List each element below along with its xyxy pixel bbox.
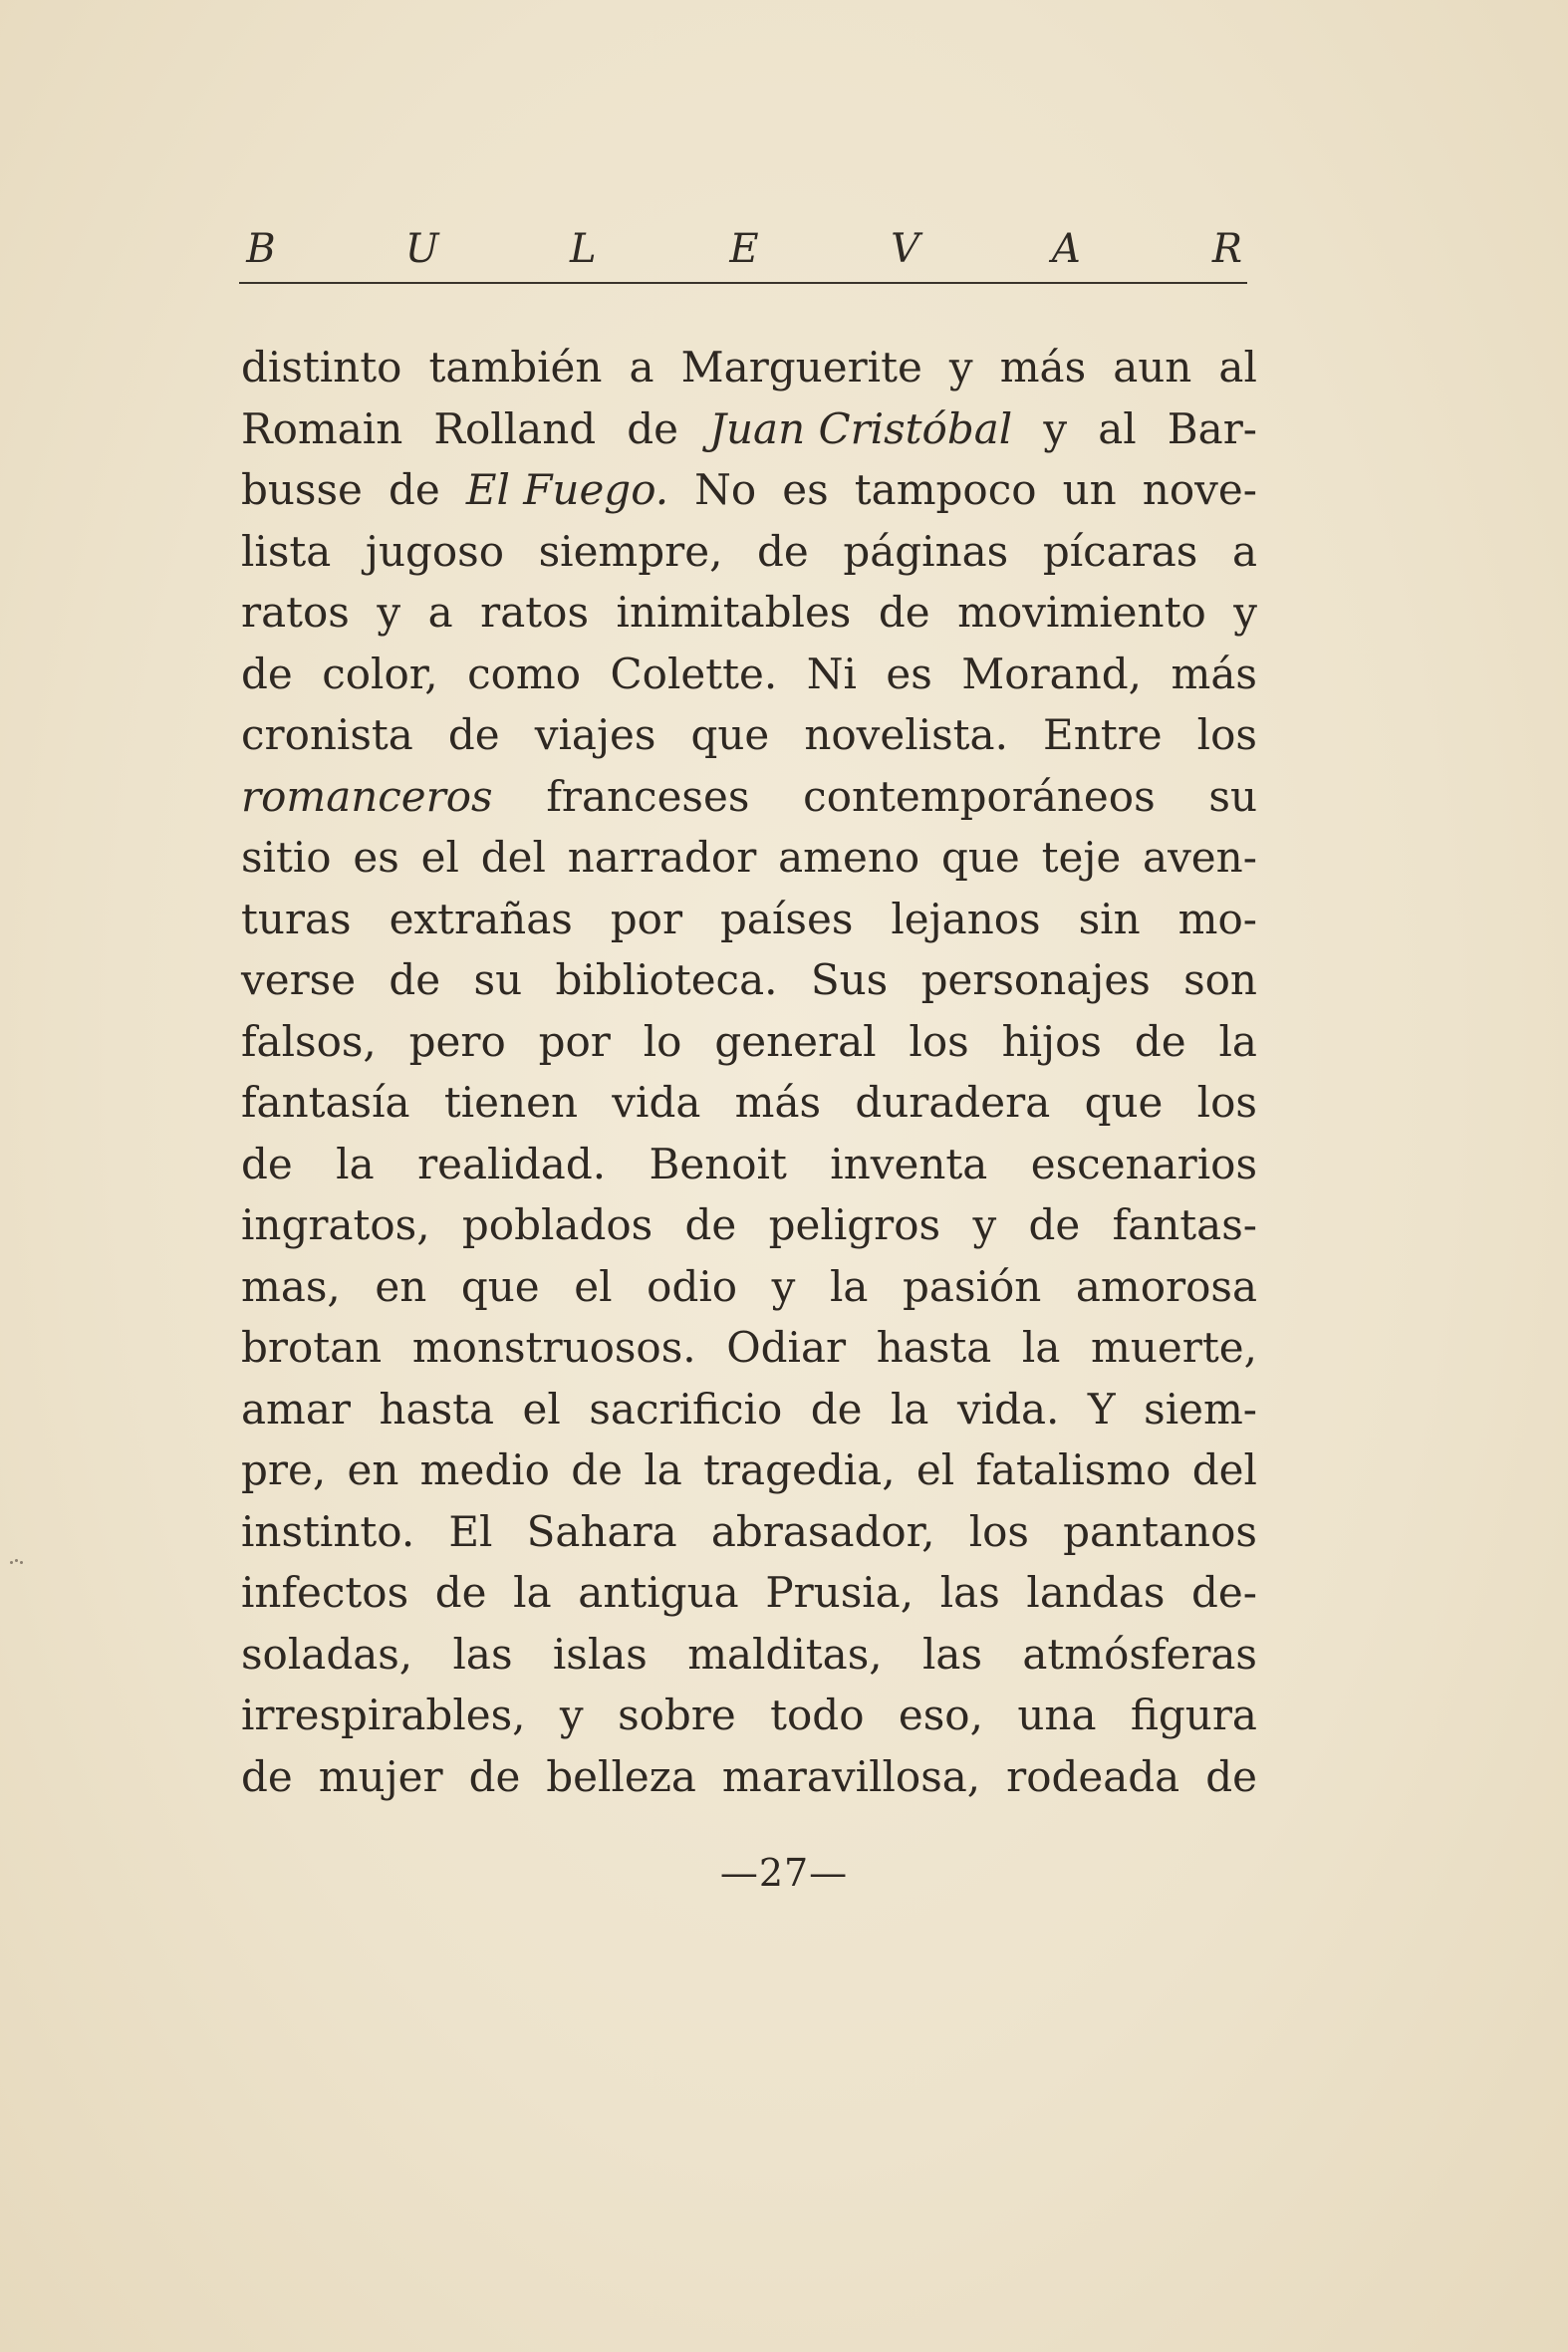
word: brotan [241,1323,383,1372]
word: jugoso [365,526,505,576]
running-head-letter: B [246,226,276,272]
word: El Fuego. [465,465,669,514]
text-line [241,1317,1257,1379]
word: nove- [1142,465,1257,514]
word: del [1191,1445,1257,1494]
word: y [771,1261,796,1311]
word: de [627,403,679,453]
word: de [447,710,500,759]
word: pasión [903,1261,1042,1311]
page-number: —27— [719,1851,849,1895]
word: de [241,1139,293,1188]
word: duradera [855,1078,1051,1127]
word: figura [1130,1691,1257,1739]
word: y [1043,403,1068,453]
word: los [1196,1078,1257,1127]
word: el [420,833,459,882]
word: de [757,526,809,576]
word: pícaras [1042,526,1198,576]
word: romanceros [241,771,493,821]
word: Juan Cristóbal [709,403,1013,453]
word: soladas, [241,1629,413,1679]
word: general [714,1016,877,1066]
word: peligros [768,1200,941,1249]
word: landas [1026,1568,1166,1617]
text-line [241,1379,1257,1440]
text-line [241,398,1257,460]
word: monstruosos. [411,1323,696,1372]
word: son [1183,955,1257,1004]
running-head [241,221,1247,277]
word: las [452,1629,513,1679]
word: ameno [778,833,920,882]
word: a [1231,526,1257,576]
word: falsos, [241,1016,377,1066]
word: en [347,1445,399,1494]
word: un [1062,465,1117,514]
word: siempre, [538,526,723,576]
running-head-letter: V [891,226,920,272]
word: más [734,1078,822,1127]
text-line [241,644,1257,705]
word: inventa [830,1139,988,1188]
word: pre, [241,1445,327,1494]
text-line [241,889,1257,950]
word: la [513,1568,552,1617]
word: sitio [241,833,332,882]
word: de [810,1384,863,1434]
word: el [915,1445,955,1494]
word: Odiar [726,1323,847,1372]
word: abrasador, [710,1506,935,1556]
text-line [241,1501,1257,1563]
running-head-letter: A [1051,226,1081,272]
word: verse [241,955,357,1004]
word: amar [241,1384,351,1434]
word: la [890,1384,929,1434]
text-line [241,1256,1257,1318]
word: maravillosa, [721,1751,981,1801]
word: el [522,1384,561,1434]
word: al [1218,343,1257,392]
word: Colette. [610,649,778,698]
word: mujer [318,1751,443,1801]
word: las [921,1629,982,1679]
word: pero [408,1016,506,1066]
word: al [1098,403,1137,453]
text-line [241,582,1257,644]
word: de [389,955,441,1004]
word: fantas- [1112,1200,1257,1249]
word: también [428,343,603,392]
text-line [241,766,1257,828]
word: su [473,955,523,1004]
word: que [1084,1078,1164,1127]
word: ratos [241,588,350,637]
word: su [1208,771,1257,821]
word: odio [647,1261,738,1311]
word: antigua [578,1568,739,1617]
word: los [968,1506,1029,1556]
text-line [241,1194,1257,1256]
word: aven- [1143,833,1257,882]
text-line [241,1072,1257,1134]
word: teje [1041,833,1122,882]
word: de- [1191,1568,1257,1617]
word: páginas [843,526,1009,576]
word: Entre [1043,710,1163,759]
word: sobre [618,1691,736,1739]
text-line [241,521,1257,583]
word: muerte, [1091,1323,1257,1372]
word: por [538,1016,611,1066]
text-line [241,1439,1257,1501]
text-line [241,1562,1257,1624]
word: de [1134,1016,1186,1066]
word: Marguerite [680,343,922,392]
word: instinto. [241,1506,415,1556]
word: Sus [810,955,889,1004]
word: Y [1087,1384,1116,1434]
word: las [939,1568,1000,1617]
word: movimiento [957,588,1206,637]
word: tragedia, [703,1445,896,1494]
word: cronista [241,710,413,759]
word: Ni [806,649,857,698]
word: es [886,649,932,698]
word: el [574,1261,613,1311]
word: la [336,1139,375,1188]
word: y [948,343,973,392]
word: del [480,833,546,882]
word: a [629,343,654,392]
word: medio [419,1445,550,1494]
word: una [1017,1691,1097,1739]
word: mo- [1177,894,1257,943]
word: rodeada [1006,1751,1180,1801]
word: El [448,1506,493,1556]
word: mas, [241,1261,341,1311]
running-head-letter: U [404,226,439,272]
word: No [694,465,757,514]
word: de [434,1568,487,1617]
word: ingratos, [241,1200,430,1249]
word: narrador [567,833,757,882]
body-text [241,337,1257,1807]
word: inimitables [616,588,852,637]
word: de [388,465,440,514]
word: franceses [546,771,750,821]
word: países [720,894,854,943]
word: y [377,588,401,637]
word: los [1196,710,1257,759]
word: Morand, [961,649,1142,698]
word: ratos [480,588,590,637]
word: pantanos [1063,1506,1257,1556]
word: de [241,1751,293,1801]
running-head-letter: L [570,226,597,272]
word: realidad. [417,1139,607,1188]
word: lo [643,1016,682,1066]
word: es [782,465,829,514]
word: siem- [1144,1384,1257,1434]
text-line [241,1134,1257,1195]
word: de [1205,1751,1257,1801]
word: malditas, [687,1629,883,1679]
word: hasta [876,1323,992,1372]
word: biblioteca. [555,955,778,1004]
word: de [1028,1200,1081,1249]
word: viajes [534,710,656,759]
word: contemporáneos [803,771,1156,821]
word: fantasía [241,1078,410,1127]
word: la [829,1261,869,1311]
word: más [1171,649,1257,698]
word: tampoco [854,465,1037,514]
word: y [1233,588,1257,637]
word: es [353,833,399,882]
word: distinto [241,343,402,392]
word: Prusia, [765,1568,915,1617]
word: aun [1113,343,1192,392]
running-head-letter: E [729,226,759,272]
word: los [909,1016,969,1066]
word: sacrificio [589,1384,783,1434]
word: y [559,1691,584,1739]
word: de [571,1445,624,1494]
word: irrespirables, [241,1691,526,1739]
word: Sahara [526,1506,677,1556]
text-line [241,949,1257,1011]
word: en [375,1261,427,1311]
word: la [1218,1016,1257,1066]
word: infectos [241,1568,409,1617]
text-line [241,1685,1257,1746]
print-speck [10,1559,28,1565]
word: y [972,1200,997,1249]
word: poblados [461,1200,653,1249]
word: islas [552,1629,648,1679]
text-line [241,827,1257,889]
word: sin [1078,894,1141,943]
word: amorosa [1075,1261,1257,1311]
word: la [644,1445,682,1494]
word: que [460,1261,540,1311]
word: vida. [956,1384,1060,1434]
word: lejanos [891,894,1041,943]
word: belleza [546,1751,696,1801]
word: atmósferas [1022,1629,1257,1679]
word: Benoit [649,1139,787,1188]
word: Rolland [433,403,597,453]
word: tienen [443,1078,578,1127]
text-line [241,459,1257,521]
header-rule [239,282,1247,284]
text-line [241,337,1257,398]
word: que [690,710,770,759]
word: Bar- [1167,403,1257,453]
text-line [241,1746,1257,1808]
text-line [241,704,1257,766]
word: como [467,649,582,698]
text-line [241,1624,1257,1686]
word: color, [322,649,438,698]
word: hijos [1001,1016,1102,1066]
word: todo [770,1691,865,1739]
word: fatalismo [975,1445,1172,1494]
word: novelista. [804,710,1008,759]
word: busse [241,465,363,514]
word: de [241,649,293,698]
word: que [940,833,1020,882]
word: turas [241,894,352,943]
word: hasta [379,1384,495,1434]
word: de [684,1200,737,1249]
text-line [241,1011,1257,1073]
word: a [427,588,453,637]
word: más [999,343,1087,392]
word: la [1021,1323,1061,1372]
word: vida [612,1078,701,1127]
word: de [878,588,930,637]
word: personajes [920,955,1151,1004]
word: extrañas [389,894,573,943]
word: eso, [898,1691,983,1739]
word: lista [241,526,332,576]
running-head-letter: R [1211,226,1242,272]
word: Romain [241,403,403,453]
word: de [468,1751,521,1801]
word: por [610,894,683,943]
word: escenarios [1030,1139,1257,1188]
